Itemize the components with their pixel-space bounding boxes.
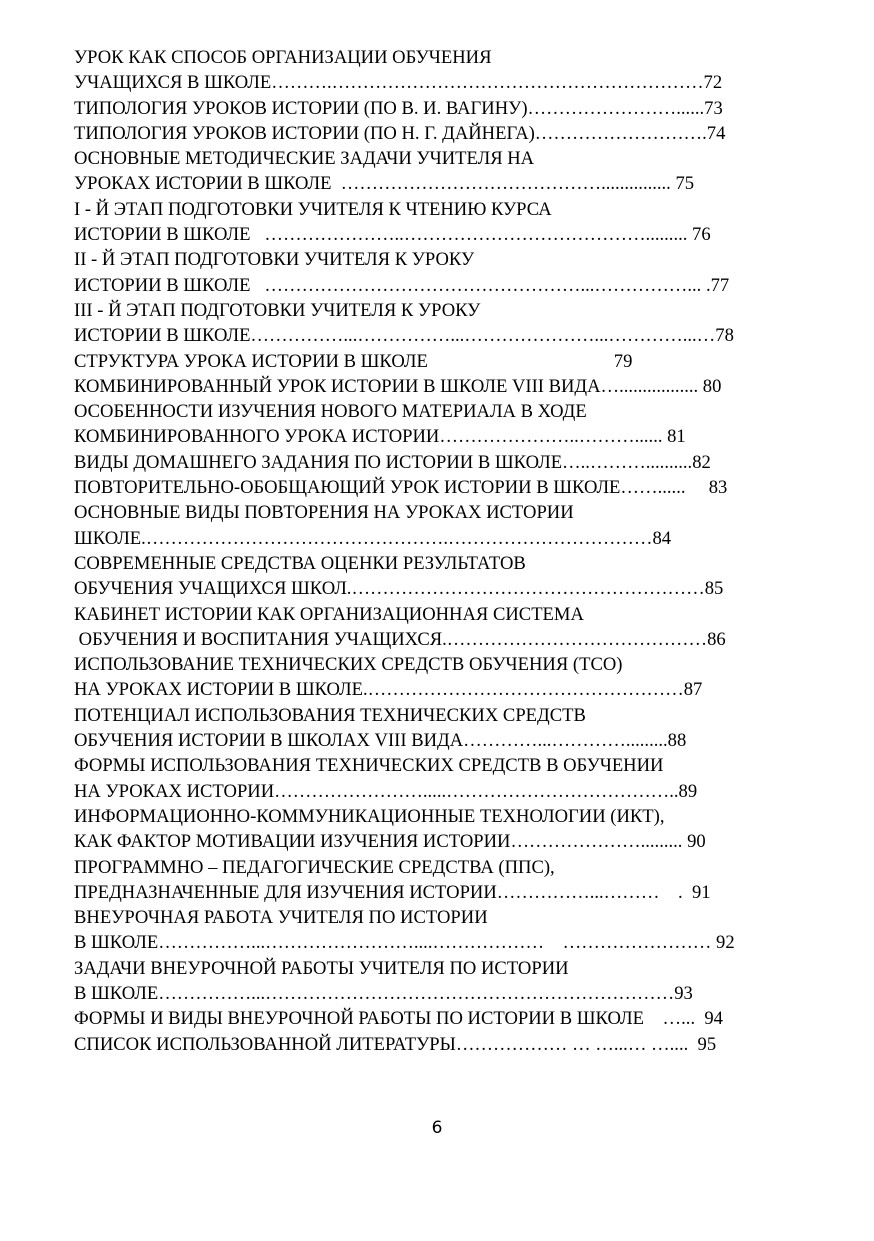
toc-line: ИСПОЛЬЗОВАНИЕ ТЕХНИЧЕСКИХ СРЕДСТВ ОБУЧЕНИЯ (ТСО) — [74, 654, 623, 676]
toc-line: ИСТОРИИ В ШКОЛЕ ……………………………………………...……………... .77 — [74, 274, 730, 296]
toc-line: ЗАДАЧИ ВНЕУРОЧНОЙ РАБОТЫ УЧИТЕЛЯ ПО ИСТОРИИ — [74, 957, 569, 979]
table-of-contents — [74, 45, 834, 1057]
toc-line: ИСТОРИИ В ШКОЛЕ……………...……………...…………………...…………...…78 — [74, 325, 734, 347]
toc-line: ВНЕУРОЧНАЯ РАБОТА УЧИТЕЛЯ ПО ИСТОРИИ — [74, 907, 488, 929]
toc-line: ФОРМЫ ИСПОЛЬЗОВАНИЯ ТЕХНИЧЕСКИХ СРЕДСТВ В ОБУЧЕНИИ — [74, 755, 664, 777]
toc-line: ИНФОРМАЦИОННО-КОММУНИКАЦИОННЫЕ ТЕХНОЛОГИИ (ИКТ), — [74, 805, 665, 827]
toc-line: ОСНОВНЫЕ МЕТОДИЧЕСКИЕ ЗАДАЧИ УЧИТЕЛЯ НА — [74, 148, 535, 170]
toc-line: УЧАЩИХСЯ В ШКОЛЕ……….……………………………………………………72 — [74, 72, 723, 94]
toc-line: ВИДЫ ДОМАШНЕГО ЗАДАНИЯ ПО ИСТОРИИ В ШКОЛЕ…..………..........82 — [74, 451, 711, 473]
toc-line: ОСНОВНЫЕ ВИДЫ ПОВТОРЕНИЯ НА УРОКАХ ИСТОРИИ — [74, 502, 574, 524]
toc-line: СПИСОК ИСПОЛЬЗОВАННОЙ ЛИТЕРАТУРЫ……………… … …...… ….... 95 — [74, 1033, 717, 1055]
toc-line: КОМБИНИРОВАННЫЙ УРОК ИСТОРИИ В ШКОЛЕ VIII ВИДА…................. 80 — [74, 375, 722, 397]
toc-line: ОБУЧЕНИЯ И ВОСПИТАНИЯ УЧАЩИХСЯ.……………………………………86 — [74, 628, 726, 650]
toc-line: ОБУЧЕНИЯ УЧАЩИХСЯ ШКОЛ.…………………………………………………85 — [74, 578, 724, 600]
toc-line: ТИПОЛОГИЯ УРОКОВ ИСТОРИИ (ПО В. И. ВАГИНУ)……………………......73 — [74, 97, 723, 119]
toc-line: ПРЕДНАЗНАЧЕННЫЕ ДЛЯ ИЗУЧЕНИЯ ИСТОРИИ……………...……… . 91 — [74, 881, 711, 903]
toc-line: УРОКАХ ИСТОРИИ В ШКОЛЕ ……………………………………............... 75 — [74, 173, 695, 195]
toc-line: НА УРОКАХ ИСТОРИИ…………………….....………………………………..89 — [74, 780, 698, 802]
toc-line: ОСОБЕННОСТИ ИЗУЧЕНИЯ НОВОГО МАТЕРИАЛА В ХОДЕ — [74, 401, 587, 423]
toc-line: СОВРЕМЕННЫЕ СРЕДСТВА ОЦЕНКИ РЕЗУЛЬТАТОВ — [74, 552, 526, 574]
toc-line: ИСТОРИИ В ШКОЛЕ …………………..…………………………………......... 76 — [74, 224, 711, 246]
toc-line: В ШКОЛЕ……………...……………………....……………… …………………… 92 — [74, 932, 735, 954]
toc-line: III - Й ЭТАП ПОДГОТОВКИ УЧИТЕЛЯ К УРОКУ — [74, 299, 481, 321]
toc-line: НА УРОКАХ ИСТОРИИ В ШКОЛЕ.……………………………………………87 — [74, 679, 703, 701]
toc-line: СТРУКТУРА УРОКА ИСТОРИИ В ШКОЛЕ 79 — [74, 350, 633, 372]
page-number: 6 — [431, 1118, 443, 1138]
toc-line: II - Й ЭТАП ПОДГОТОВКИ УЧИТЕЛЯ К УРОКУ — [74, 249, 475, 271]
toc-line: ШКОЛЕ.………………………………………….……………………………84 — [74, 527, 672, 549]
toc-line: ПРОГРАММНО – ПЕДАГОГИЧЕСКИЕ СРЕДСТВА (ППС), — [74, 856, 555, 878]
toc-line: I - Й ЭТАП ПОДГОТОВКИ УЧИТЕЛЯ К ЧТЕНИЮ КУРСА — [74, 198, 552, 220]
toc-line: ОБУЧЕНИЯ ИСТОРИИ В ШКОЛАХ VIII ВИДА…………...………….........88 — [74, 730, 687, 752]
toc-line: ПОВТОРИТЕЛЬНО-ОБОБЩАЮЩИЙ УРОК ИСТОРИИ В ШКОЛЕ……...... 83 — [74, 477, 728, 499]
toc-line: В ШКОЛЕ……………...…………………………………………………………93 — [74, 982, 693, 1004]
toc-line: ПОТЕНЦИАЛ ИСПОЛЬЗОВАНИЯ ТЕХНИЧЕСКИХ СРЕДСТВ — [74, 704, 586, 726]
toc-line: КОМБИНИРОВАННОГО УРОКА ИСТОРИИ…………………..………...... 81 — [74, 426, 686, 448]
toc-line: КАК ФАКТОР МОТИВАЦИИ ИЗУЧЕНИЯ ИСТОРИИ…………………......... 90 — [74, 831, 706, 853]
toc-line: ТИПОЛОГИЯ УРОКОВ ИСТОРИИ (ПО Н. Г. ДАЙНЕГА)……………………….74 — [74, 122, 726, 144]
toc-line: КАБИНЕТ ИСТОРИИ КАК ОРГАНИЗАЦИОННАЯ СИСТЕМА — [74, 603, 584, 625]
toc-line: ФОРМЫ И ВИДЫ ВНЕУРОЧНОЙ РАБОТЫ ПО ИСТОРИИ В ШКОЛЕ …... 94 — [74, 1008, 723, 1030]
toc-line: УРОК КАК СПОСОБ ОРГАНИЗАЦИИ ОБУЧЕНИЯ — [74, 47, 492, 68]
